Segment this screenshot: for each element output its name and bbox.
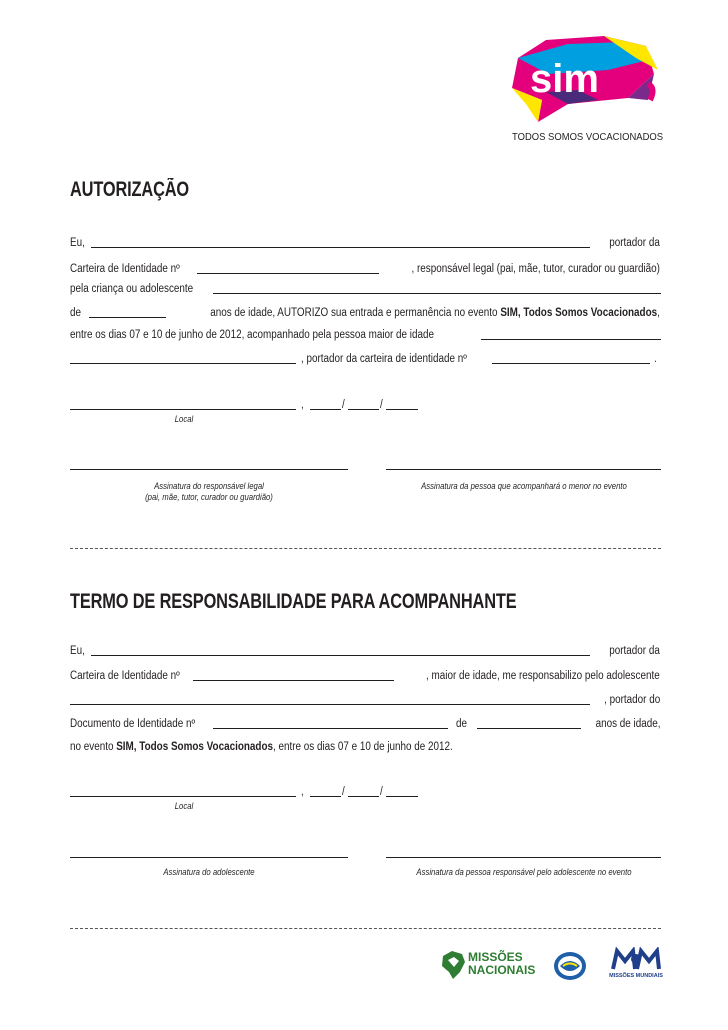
authorization-title: AUTORIZAÇÃO (70, 178, 190, 201)
term-doc-id-field[interactable] (213, 728, 448, 729)
auth-year-field[interactable] (386, 409, 418, 410)
term-eu-label: Eu, (70, 645, 85, 657)
sim-logo-word: sim (530, 57, 599, 101)
auth-companion-signature-line[interactable] (386, 469, 661, 470)
auth-guardian-signature-caption-2: (pai, mãe, tutor, curador ou guardião) (145, 492, 273, 502)
bible-emblem-icon (553, 951, 587, 981)
auth-portador-carteira-label: , portador da carteira de identidade nº (301, 353, 467, 365)
auth-companion-field-2[interactable] (70, 363, 296, 364)
term-de-label: de (456, 718, 468, 730)
auth-date-slash-1: / (342, 399, 345, 411)
cut-line-2 (70, 928, 661, 929)
term-adolescent-field[interactable] (70, 704, 590, 705)
auth-event-name: SIM, Todos Somos Vocacionados (500, 307, 658, 319)
term-carteira-label: Carteira de Identidade nº (70, 670, 180, 682)
auth-de-label: de (70, 307, 82, 319)
auth-local-field[interactable] (70, 409, 296, 410)
auth-date-comma: , (301, 399, 304, 411)
missoes-mundiais-label: MISSÕES MUNDIAIS (609, 973, 663, 979)
term-responsible-signature-line[interactable] (386, 857, 661, 858)
missoes-mundiais-mark (609, 947, 663, 973)
auth-event-comma: , (657, 307, 660, 319)
term-event-dates: , entre os dias 07 e 10 de junho de 2012. (273, 741, 453, 753)
term-month-field[interactable] (348, 796, 379, 797)
term-adolescent-signature-caption: Assinatura do adolescente (163, 867, 255, 877)
cut-line-1 (70, 548, 661, 549)
term-event-text (70, 740, 453, 754)
term-event-name: SIM, Todos Somos Vocacionados (116, 741, 274, 753)
term-portador-do-label: , portador do (603, 694, 660, 706)
term-maior-label: , maior de idade, me responsabilizo pelo adolescente (426, 670, 660, 682)
missoes-nacionais-line1: MISSÕES (468, 950, 523, 964)
term-age-field[interactable] (477, 728, 581, 729)
auth-name-field[interactable] (91, 247, 590, 248)
auth-dates-text: entre os dias 07 e 10 de junho de 2012, acompanhado pela pessoa maior de idade (70, 329, 435, 341)
auth-eu-label: Eu, (70, 237, 85, 249)
missoes-mundiais-logo (609, 947, 663, 983)
auth-guardian-signature-line[interactable] (70, 469, 348, 470)
auth-local-caption: Local (174, 414, 194, 424)
auth-anos-label: anos de idade, AUTORIZO sua entrada e permanência no evento (210, 307, 498, 319)
term-id-field[interactable] (193, 680, 394, 681)
term-no-evento-label: no evento (70, 741, 114, 753)
auth-month-field[interactable] (348, 409, 379, 410)
missoes-nacionais-logo (440, 949, 536, 981)
auth-portador-label: portador da (609, 237, 660, 249)
term-responsible-signature-caption: Assinatura da pessoa responsável pelo adolescente no evento (416, 867, 632, 877)
term-year-field[interactable] (386, 796, 418, 797)
term-date-slash-1: / (342, 786, 345, 798)
auth-id-field[interactable] (197, 273, 379, 274)
cbb-emblem-logo (553, 951, 587, 981)
term-name-field[interactable] (91, 655, 590, 656)
auth-date-slash-2: / (380, 399, 383, 411)
auth-guardian-signature-caption: Assinatura do responsável legal (154, 481, 264, 491)
term-day-field[interactable] (310, 796, 341, 797)
logo-tagline: TODOS SOMOS VOCACIONADOS (512, 131, 664, 143)
sim-logo-graphic (508, 30, 663, 130)
auth-companion-field[interactable] (481, 339, 661, 340)
missoes-nacionais-line2: NACIONAIS (468, 963, 536, 977)
term-portador-label: portador da (609, 645, 660, 657)
term-local-field[interactable] (70, 796, 296, 797)
auth-companion-signature-caption: Assinatura da pessoa que acompanhará o menor no evento (421, 481, 627, 491)
auth-age-field[interactable] (89, 317, 166, 318)
auth-period: . (654, 353, 657, 365)
auth-companion-id-field[interactable] (492, 363, 650, 364)
term-date-slash-2: / (380, 786, 383, 798)
term-date-comma: , (301, 786, 304, 798)
term-adolescent-signature-line[interactable] (70, 857, 348, 858)
auth-child-field[interactable] (213, 293, 661, 294)
term-anos-label: anos de idade, (595, 718, 660, 730)
sim-logo (508, 30, 663, 130)
auth-responsavel-label: , responsável legal (pai, mãe, tutor, curador ou guardião) (411, 263, 660, 275)
auth-carteira-label: Carteira de Identidade nº (70, 263, 180, 275)
term-local-caption: Local (174, 801, 194, 811)
brazil-map-icon (440, 950, 466, 980)
term-title: TERMO DE RESPONSABILIDADE PARA ACOMPANHANTE (70, 590, 517, 613)
auth-anos-text (210, 306, 660, 320)
auth-day-field[interactable] (310, 409, 341, 410)
term-documento-label: Documento de Identidade nº (70, 718, 196, 730)
auth-crianca-label: pela criança ou adolescente (70, 283, 194, 295)
